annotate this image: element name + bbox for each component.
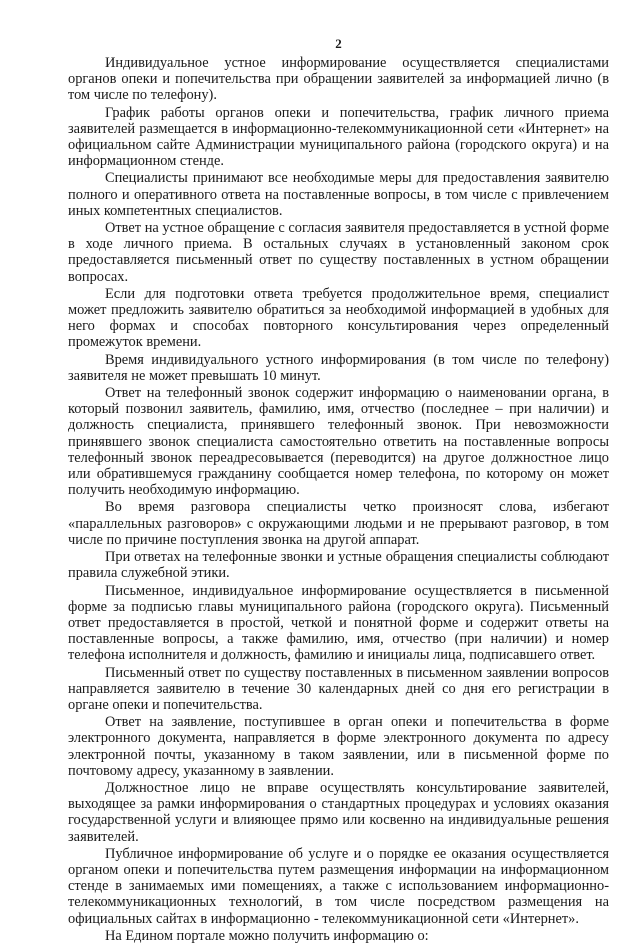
paragraph-service-ethics: При ответах на телефонные звонки и устные обращения специалисты соблюдают правила служебной этики. [68,549,609,582]
paragraph-specialists-measures: Специалисты принимают все необходимые меры для предоставления заявителю полного и оперативного ответа на поставленные вопросы, в том числе с привлечением иных компетентных специалистов. [68,170,609,219]
paragraph-written-informing: Письменное, индивидуальное информирование осуществляется в письменной форме за подписью главы муниципального района (городского округа). Письменный ответ предоставляется в простой, четкой и понятной форме и содержит ответы на поставленные вопросы, а также фамилию, имя, отчество (при наличии) и номер телефона исполнителя и должность, фамилию и инициалы лица, подписавшего ответ. [68,582,609,664]
paragraph-long-preparation: Если для подготовки ответа требуется продолжительное время, специалист может предложить заявителю обратиться за необходимой информацией в удобных для него формах и способах повторного консультирования через определенный промежуток времени. [68,285,609,351]
paragraph-phone-call-answer: Ответ на телефонный звонок содержит информацию о наименовании органа, в который позвонил заявитель, фамилию, имя, отчество (последнее – при наличии) и должность специалиста, принявшего телефонный звонок. При невозможности принявшего звонок специалиста самостоятельно ответить на поставленные вопросы телефонный звонок переадресовывается (переводится) на другое должностное лицо или обратившемуся гражданину сообщается номер телефона, по которому он может получить необходимую информацию. [68,385,609,499]
document-body [68,55,609,945]
paragraph-electronic-answer: Ответ на заявление, поступившее в орган опеки и попечительства в форме электронного документа, направляется в форме электронного документа по адресу электронной почты, указанному в таком заявлении, или в письменной форме по почтовому адресу, указанному в заявлении. [68,714,609,779]
paragraph-public-informing: Публичное информирование об услуге и о порядке ее оказания осуществляется органом опеки и попечительства путем размещения информации на информационном стенде в занимаемых ими помещениях, а также с использованием информационно-телекоммуникационных технологий, в том числе посредством размещения на официальных сайтах в информационно - телекоммуникационной сети «Интернет». [68,845,609,927]
paragraph-oral-answer: Ответ на устное обращение с согласия заявителя предоставляется в устной форме в ходе личного приема. В остальных случаях в установленный законом срок предоставляется письменный ответ по существу поставленных в устном обращении вопросах. [68,220,609,285]
paragraph-conversation-rules: Во время разговора специалисты четко произносят слова, избегают «параллельных разговоров» с окружающими людьми и не прерывают разговор, в том числе по причине поступления звонка на другой аппарат. [68,499,609,548]
paragraph-oral-informing: Индивидуальное устное информирование осуществляется специалистами органов опеки и попечительства при обращении заявителей за информацией лично (в том числе по телефону). [68,55,609,104]
paragraph-work-schedule: График работы органов опеки и попечительства, график личного приема заявителей размещается в информационно-телекоммуникационной сети «Интернет» на официальном сайте Администрации муниципального района (городского округа) и на информационном стенде. [68,104,609,170]
paragraph-time-limit: Время индивидуального устного информирования (в том числе по телефону) заявителя не может превышать 10 минут. [68,351,609,384]
page-number: 2 [335,36,342,51]
paragraph-unified-portal: На Едином портале можно получить информацию о: [105,927,429,944]
paragraph-consulting-limits: Должностное лицо не вправе осуществлять консультирование заявителей, выходящее за рамки информирования о стандартных процедурах и условиях оказания государственной услуги и влияющее прямо или косвенно на индивидуальные решения заявителей. [68,779,609,845]
paragraph-written-answer-term: Письменный ответ по существу поставленных в письменном заявлении вопросов направляется заявителю в течение 30 календарных дней со дня его регистрации в органе опеки и попечительства. [68,664,609,713]
